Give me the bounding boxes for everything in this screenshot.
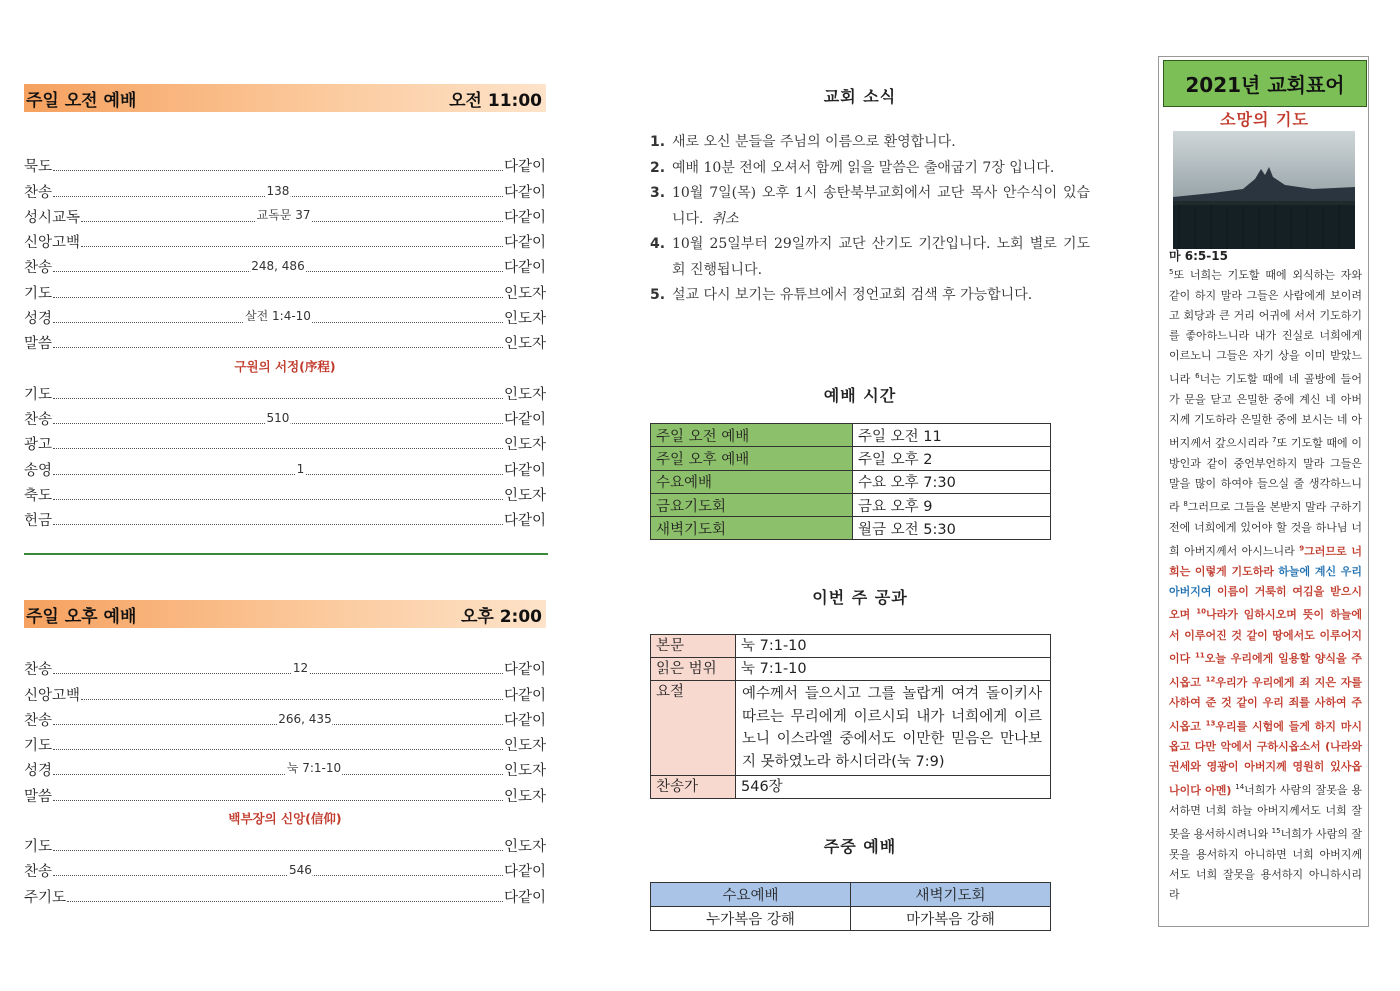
order-item-name: 찬송 <box>24 260 53 277</box>
order-item-name: 찬송 <box>24 662 53 679</box>
order-row <box>24 831 546 856</box>
news-title: 교회 소식 <box>823 87 897 106</box>
news-item <box>650 283 1090 309</box>
order-item-leader: 인도자 <box>503 487 546 504</box>
news-item-text: 10월 25일부터 29일까지 교단 산기도 기간입니다. 노회 별로 기도회 진행됩니다. <box>672 236 1090 278</box>
lesson-summary-value: 예수께서 들으시고 그를 놀랍게 여겨 돌이키사 따르는 무리에게 이르시되 내가 너희에게 이르노니 이스라엘 중에서도 이만한 믿음은 만나보지 못하였노라 하시더라(눅 7:9) <box>736 681 1051 776</box>
dot-leader <box>53 749 503 750</box>
worship-time-name: 금요기도회 <box>651 493 853 516</box>
morning-order-list <box>24 151 546 530</box>
order-item-name: 신앙고백 <box>24 687 81 704</box>
order-item-detail: 12 <box>292 661 309 676</box>
weekday-value-row <box>651 907 1051 931</box>
sermon-title: 구원의 서정(序程) <box>234 358 336 374</box>
worship-time-value: 금요 오후 9 <box>853 493 1051 516</box>
afternoon-service-header <box>24 600 546 628</box>
order-item-detail: 248, 486 <box>251 259 305 274</box>
dot-leader <box>53 398 503 399</box>
order-row <box>24 252 546 277</box>
weekday-value-dawn: 마가복음 강해 <box>851 907 1051 931</box>
news-item-number: 1. <box>650 134 666 150</box>
news-item-text: 10월 7일(목) 오후 1시 송탄북부교회에서 교단 목사 안수식이 있습니다. 취소 <box>672 185 1090 227</box>
worship-time-value: 수요 오후 7:30 <box>853 470 1051 493</box>
dot-leader <box>53 309 503 324</box>
worship-time-row <box>651 493 1051 516</box>
dot-leader <box>81 246 503 247</box>
dot-leader <box>81 699 503 700</box>
order-item-detail: 138 <box>266 183 290 198</box>
order-item-name: 성경 <box>24 311 53 328</box>
order-item-leader: 인도자 <box>503 788 546 805</box>
lesson-table <box>650 634 1051 799</box>
weekday-header-wed: 수요예배 <box>651 883 851 907</box>
order-item-detail: 546 <box>289 863 312 878</box>
order-item-detail: 눅 7:1-10 <box>286 761 342 776</box>
news-item-number: 3. <box>650 185 666 201</box>
order-row <box>24 730 546 755</box>
dot-leader <box>53 297 503 298</box>
sermon-title: 백부장의 신앙(信仰) <box>228 811 342 827</box>
motto-panel <box>1158 56 1369 927</box>
order-item-leader: 다같이 <box>503 209 546 226</box>
order-item-leader: 인도자 <box>503 763 546 780</box>
order-item-name: 기도 <box>24 839 53 856</box>
order-item-name: 찬송 <box>24 411 53 428</box>
order-row <box>24 480 546 505</box>
morning-service-header <box>24 84 546 112</box>
order-row <box>24 176 546 201</box>
order-item-name: 광고 <box>24 437 53 454</box>
morning-service-title: 주일 오전 예배 <box>26 90 137 111</box>
morning-service-time: 오전 11:00 <box>449 90 542 111</box>
worship-time-name: 주일 오후 예배 <box>651 447 853 470</box>
order-row <box>24 328 546 353</box>
order-item-leader: 다같이 <box>503 184 546 201</box>
order-item-detail: 510 <box>266 410 290 425</box>
weekday-header-dawn: 새벽기도회 <box>851 883 1051 907</box>
order-item-leader: 인도자 <box>503 386 546 403</box>
weekday-value-wed: 누가복음 강해 <box>651 907 851 931</box>
order-item-name: 기도 <box>24 738 53 755</box>
order-row <box>24 378 546 403</box>
order-row <box>24 227 546 252</box>
news-item-number: 5. <box>650 287 666 303</box>
worship-time-row <box>651 424 1051 447</box>
order-item-name: 찬송 <box>24 712 53 729</box>
order-item-leader: 다같이 <box>503 687 546 704</box>
order-row <box>24 454 546 479</box>
order-item-leader: 다같이 <box>503 513 546 530</box>
weekday-header-row <box>651 883 1051 907</box>
afternoon-service-time: 오후 2:00 <box>460 606 542 627</box>
dot-leader <box>53 661 503 676</box>
weekday-title: 주중 예배 <box>823 837 897 856</box>
lesson-text-value: 눅 7:1-10 <box>736 635 1051 658</box>
weekday-table <box>650 882 1051 931</box>
order-item-detail: 266, 435 <box>278 711 332 726</box>
dot-leader <box>53 448 503 449</box>
dot-leader <box>53 499 503 500</box>
dot-leader <box>53 183 503 198</box>
order-item-name: 묵도 <box>24 159 53 176</box>
dot-leader <box>53 170 503 171</box>
lesson-row <box>651 681 1051 776</box>
afternoon-service-title: 주일 오후 예배 <box>26 606 137 627</box>
order-row <box>24 755 546 780</box>
lesson-row <box>651 658 1051 681</box>
order-item-leader: 다같이 <box>503 712 546 729</box>
order-item-name: 기도 <box>24 285 53 302</box>
worship-time-value: 주일 오후 2 <box>853 447 1051 470</box>
dot-leader <box>53 711 503 726</box>
lesson-text-label: 본문 <box>651 635 736 658</box>
order-item-name: 말씀 <box>24 788 53 805</box>
dot-leader <box>53 863 503 878</box>
order-row <box>24 151 546 176</box>
dot-leader <box>81 207 503 222</box>
order-row <box>24 780 546 805</box>
order-item-leader: 인도자 <box>503 839 546 856</box>
order-item-leader: 다같이 <box>503 864 546 881</box>
order-item-leader: 다같이 <box>503 662 546 679</box>
order-row <box>24 654 546 679</box>
scripture-passage: $^5$또 너희는 기도할 때에 외식하는 자와 같이 하지 말라 그들은 사람에게 보이려고 회당과 큰 거리 어귀에 서서 기도하기를 좋아하느니라 내가 진실로 너희에게 이르노니 그들은 자기 상을 이미 받았느니라 $^6$너는 기도할 때에 네 골방에 들어가 문을 닫고 은밀한 중에 계신 네 아버지께 기도하라 은밀한 중에 보시는 네 아버지께서 갚으시리라 $^7$또 기도할 때에 이방인과 같이 중언부언하지 말라 그들은 말을 많이 하여야 들으실 줄 생각하느니라 $^8$그러므로 그들을 본받지 말라 구하기 전에 너희에게 있어야 할 것을 하나님 너희 아버지께서 아시느니라 $^9$그러므로 너희는 이렇게 기도하라 하늘에 계신 우리 아버지여 이름이 거룩히 여김을 받으시오며 $^{10}$나라가 임하시오며 뜻이 하늘에서 이루어진 것 같이 땅에서도 이루어지이다 $^{11}$오늘 우리에게 일용할 양식을 주시옵고 $^{12}$우리가 우리에게 죄 지은 자를 사하여 준 것 같이 우리 죄를 사하여 주시옵고 $^{13}$우리를 시험에 들게 하지 마시옵고 다만 악에서 구하시옵소서 (나라와 권세와 영광이 아버지께 영원히 있사옵나이다 아멘) $^{14}$너희가 사람의 잘못을 용서하면 너희 하늘 아버지께서도 너희 잘못을 용서하시려니와 $^{15}$너희가 사람의 잘못을 용서하지 아니하면 너희 아버지께서도 너희 잘못을 용서하지 아니하시리라 <box>1169 268 1363 901</box>
dot-leader <box>53 259 503 274</box>
news-item-text: 설교 다시 보기는 유튜브에서 정언교회 검색 후 가능합니다. <box>672 287 1033 303</box>
news-list <box>650 130 1090 309</box>
news-item <box>650 156 1090 182</box>
dot-leader <box>53 850 503 851</box>
order-item-leader: 다같이 <box>503 889 546 906</box>
order-row <box>24 277 546 302</box>
order-item-leader: 다같이 <box>503 260 546 277</box>
order-item-leader: 다같이 <box>503 159 546 176</box>
order-item-leader: 인도자 <box>503 311 546 328</box>
worship-time-row <box>651 470 1051 493</box>
order-row <box>24 505 546 530</box>
verse-reference: 마 6:5-15 <box>1169 249 1228 263</box>
worship-time-name: 수요예배 <box>651 470 853 493</box>
order-row <box>24 303 546 328</box>
worship-time-row <box>651 447 1051 470</box>
afternoon-order-list <box>24 654 546 907</box>
lesson-row <box>651 635 1051 658</box>
lesson-hymn-label: 찬송가 <box>651 776 736 799</box>
order-item-leader: 인도자 <box>503 336 546 353</box>
order-item-name: 찬송 <box>24 864 53 881</box>
worship-time-row <box>651 517 1051 540</box>
dot-leader <box>53 347 503 348</box>
lesson-range-label: 읽은 범위 <box>651 658 736 681</box>
lesson-range-value: 눅 7:1-10 <box>736 658 1051 681</box>
section-divider <box>24 553 548 555</box>
worship-time-name: 새벽기도회 <box>651 517 853 540</box>
order-item-name: 헌금 <box>24 513 53 530</box>
dot-leader <box>53 800 503 801</box>
order-item-leader: 인도자 <box>503 738 546 755</box>
order-row <box>24 429 546 454</box>
lesson-summary-label: 요절 <box>651 681 736 776</box>
order-item-leader: 다같이 <box>503 411 546 428</box>
times-title: 예배 시간 <box>823 386 897 405</box>
order-item-name: 찬송 <box>24 184 53 201</box>
news-item <box>650 232 1090 283</box>
order-item-leader: 다같이 <box>503 235 546 252</box>
order-item-name: 성시교독 <box>24 209 81 226</box>
order-item-detail: 교독문 37 <box>256 207 311 222</box>
news-item-number: 4. <box>650 236 666 252</box>
news-item <box>650 181 1090 232</box>
dot-leader <box>53 461 503 476</box>
news-item-number: 2. <box>650 159 666 176</box>
worship-time-value: 주일 오전 11 <box>853 424 1051 447</box>
handwritten-note: 취소 <box>711 210 739 227</box>
order-item-leader: 인도자 <box>503 437 546 454</box>
dot-leader <box>53 524 503 525</box>
lesson-title: 이번 주 공과 <box>812 588 908 607</box>
dot-leader <box>53 761 503 776</box>
order-row <box>24 404 546 429</box>
news-item <box>650 130 1090 156</box>
order-item-name: 기도 <box>24 386 53 403</box>
order-item-detail: 살전 1:4-10 <box>245 309 311 324</box>
worship-time-value: 월금 오전 5:30 <box>853 517 1051 540</box>
order-row <box>24 856 546 881</box>
order-item-leader: 인도자 <box>503 285 546 302</box>
mountain-landscape-image <box>1173 131 1355 249</box>
order-row <box>24 679 546 704</box>
order-item-name: 축도 <box>24 487 53 504</box>
motto-subtitle: 소망의 기도 <box>1220 110 1309 129</box>
order-row <box>24 705 546 730</box>
news-item-text: 예배 10분 전에 오셔서 함께 읽을 말씀은 출애굽기 7장 입니다. <box>672 159 1055 176</box>
motto-title: 2021년 교회표어 <box>1163 60 1367 107</box>
order-item-detail: 1 <box>296 461 305 476</box>
news-item-text: 새로 오신 분들을 주님의 이름으로 환영합니다. <box>672 134 956 150</box>
order-row <box>24 202 546 227</box>
lesson-hymn-value: 546장 <box>736 776 1051 799</box>
order-item-name: 말씀 <box>24 336 53 353</box>
order-item-name: 송영 <box>24 462 53 479</box>
dot-leader <box>67 901 503 902</box>
order-item-name: 성경 <box>24 763 53 780</box>
order-item-name: 주기도 <box>24 889 67 906</box>
worship-times-table <box>650 423 1051 540</box>
order-row <box>24 881 546 906</box>
dot-leader <box>53 410 503 425</box>
order-item-name: 신앙고백 <box>24 235 81 252</box>
order-item-leader: 다같이 <box>503 462 546 479</box>
worship-time-name: 주일 오전 예배 <box>651 424 853 447</box>
lesson-row <box>651 776 1051 799</box>
